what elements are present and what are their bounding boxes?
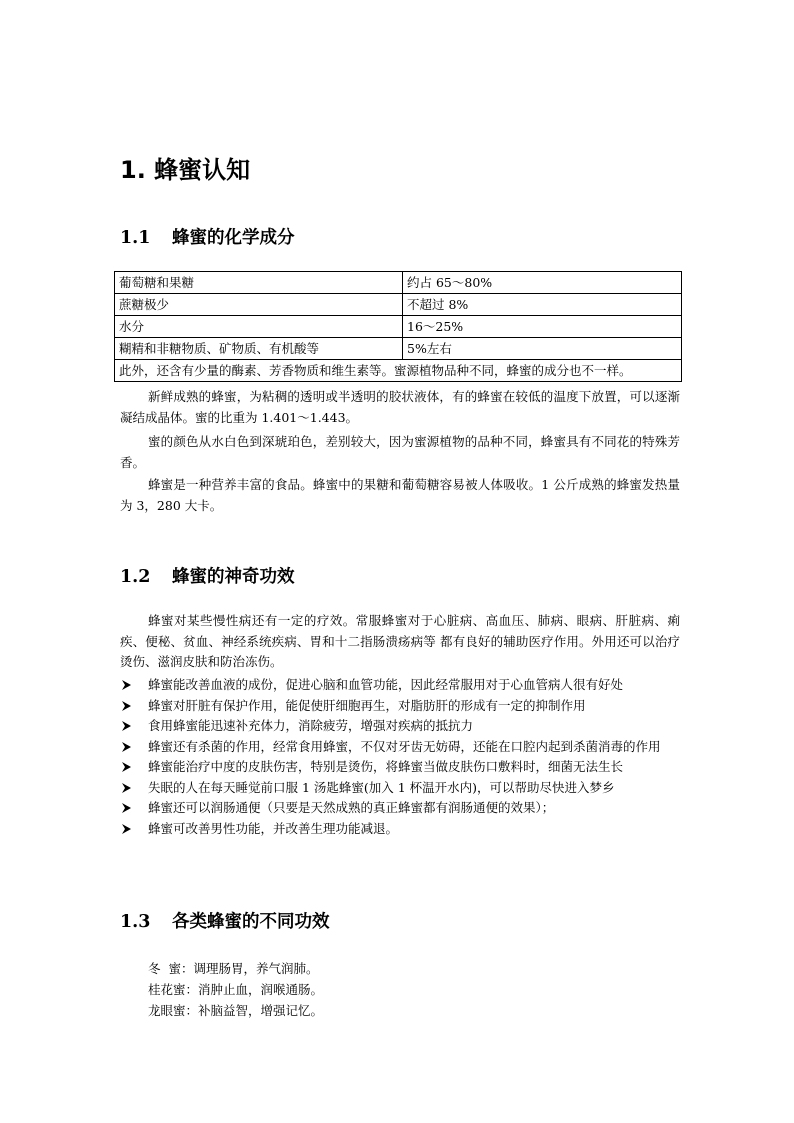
list-item-text: 失眠的人在每天睡觉前口服 1 汤匙蜂蜜(加入 1 杯温开水内)，可以帮助尽快进入梦乡 <box>148 779 615 795</box>
list-item-text: 蜂蜜还可以润肠通便（只要是天然成熟的真正蜂蜜都有润肠通便的效果）； <box>148 800 555 815</box>
section-title: 蜂蜜的神奇功效 <box>172 567 295 587</box>
section-number: 1.1 <box>120 228 151 248</box>
section-number: 1.3 <box>120 912 151 932</box>
table-cell: 5%左右 <box>403 338 682 360</box>
honey-types-list <box>148 958 323 1021</box>
table-cell: 水分 <box>115 316 403 338</box>
intro-paragraph: 蜂蜜对某些慢性病还有一定的疗效。常服蜂蜜对于心脏病、高血压、肺病、眼病、肝脏病、痢疾、便秘、贫血、神经系统疾病、胃和十二指肠溃疡病等 都有良好的辅助医疗作用。外用还可以治疗烫伤、滋润皮肤和防治冻伤。 <box>120 613 680 669</box>
benefits-list <box>120 675 680 839</box>
list-item-text: 蜂蜜可改善男性功能，并改善生理功能减退。 <box>148 820 399 836</box>
list-item-text: 蜂蜜还有杀菌的作用，经常食用蜂蜜，不仅对牙齿无妨碍，还能在口腔内起到杀菌消毒的作用 <box>148 738 661 754</box>
list-item <box>120 675 680 696</box>
table-cell: 蔗糖极少 <box>115 294 403 316</box>
arrow-bullet-icon <box>120 675 134 695</box>
table-cell: 16～25% <box>403 316 682 338</box>
table-cell: 约占 65～80% <box>403 272 682 294</box>
table-row <box>115 338 682 360</box>
table-cell: 不超过 8% <box>403 294 682 316</box>
list-item: 冬 蜜：调理肠胃，养气润肺。 <box>148 961 319 976</box>
list-item <box>120 778 680 799</box>
section-title: 各类蜂蜜的不同功效 <box>172 912 330 932</box>
paragraph: 新鲜成熟的蜂蜜，为粘稠的透明或半透明的胶状液体，有的蜂蜜在较低的温度下放置，可以逐渐凝结成晶体。蜜的比重为 1.401～1.443。 <box>120 389 680 425</box>
arrow-bullet-icon <box>120 716 134 736</box>
arrow-bullet-icon <box>120 778 134 798</box>
list-item: 桂花蜜：消肿止血，润喉通肠。 <box>148 982 324 997</box>
list-item <box>120 819 680 840</box>
table-cell: 糊精和非糖物质、矿物质、有机酸等 <box>115 338 403 360</box>
section-heading-1-1 <box>120 224 295 249</box>
arrow-bullet-icon <box>120 696 134 716</box>
list-item <box>120 757 680 778</box>
list-item <box>120 696 680 717</box>
table-row <box>115 316 682 338</box>
list-item: 龙眼蜜：补脑益智，增强记忆。 <box>148 1003 324 1018</box>
table-row <box>115 272 682 294</box>
arrow-bullet-icon <box>120 798 134 818</box>
chapter-title: 1. 蜂蜜认知 <box>120 156 251 184</box>
list-item <box>120 798 680 819</box>
table-row <box>115 294 682 316</box>
section-heading-1-2 <box>120 563 295 588</box>
paragraph: 蜜的颜色从水白色到深琥珀色，差别较大，因为蜜源植物的品种不同，蜂蜜具有不同花的特殊芳香。 <box>120 434 680 470</box>
paragraph: 蜂蜜是一种营养丰富的食品。蜂蜜中的果糖和葡萄糖容易被人体吸收。1 公斤成熟的蜂蜜发热量为 3，280 大卡。 <box>120 477 680 513</box>
composition-table <box>114 271 682 382</box>
arrow-bullet-icon <box>120 757 134 777</box>
section-heading-1-3 <box>120 908 330 933</box>
arrow-bullet-icon <box>120 819 134 839</box>
table-row <box>115 360 682 382</box>
list-item <box>120 716 680 737</box>
list-item-text: 食用蜂蜜能迅速补充体力，消除疲劳，增强对疾病的抵抗力 <box>148 718 474 733</box>
section-number: 1.2 <box>120 567 151 587</box>
list-item-text: 蜂蜜能改善血液的成份，促进心脑和血管功能，因此经常服用对于心血管病人很有好处 <box>148 677 624 692</box>
list-item <box>120 737 680 758</box>
section-title: 蜂蜜的化学成分 <box>172 228 295 248</box>
table-note-cell: 此外，还含有少量的酶素、芳香物质和维生素等。蜜源植物品种不同，蜂蜜的成分也不一样。 <box>115 360 682 382</box>
list-item-text: 蜂蜜能治疗中度的皮肤伤害，特别是烫伤，将蜂蜜当做皮肤伤口敷料时，细菌无法生长 <box>148 759 624 774</box>
arrow-bullet-icon <box>120 737 134 757</box>
table-cell: 葡萄糖和果糖 <box>115 272 403 294</box>
list-item-text: 蜂蜜对肝脏有保护作用，能促使肝细胞再生，对脂肪肝的形成有一定的抑制作用 <box>148 697 586 713</box>
